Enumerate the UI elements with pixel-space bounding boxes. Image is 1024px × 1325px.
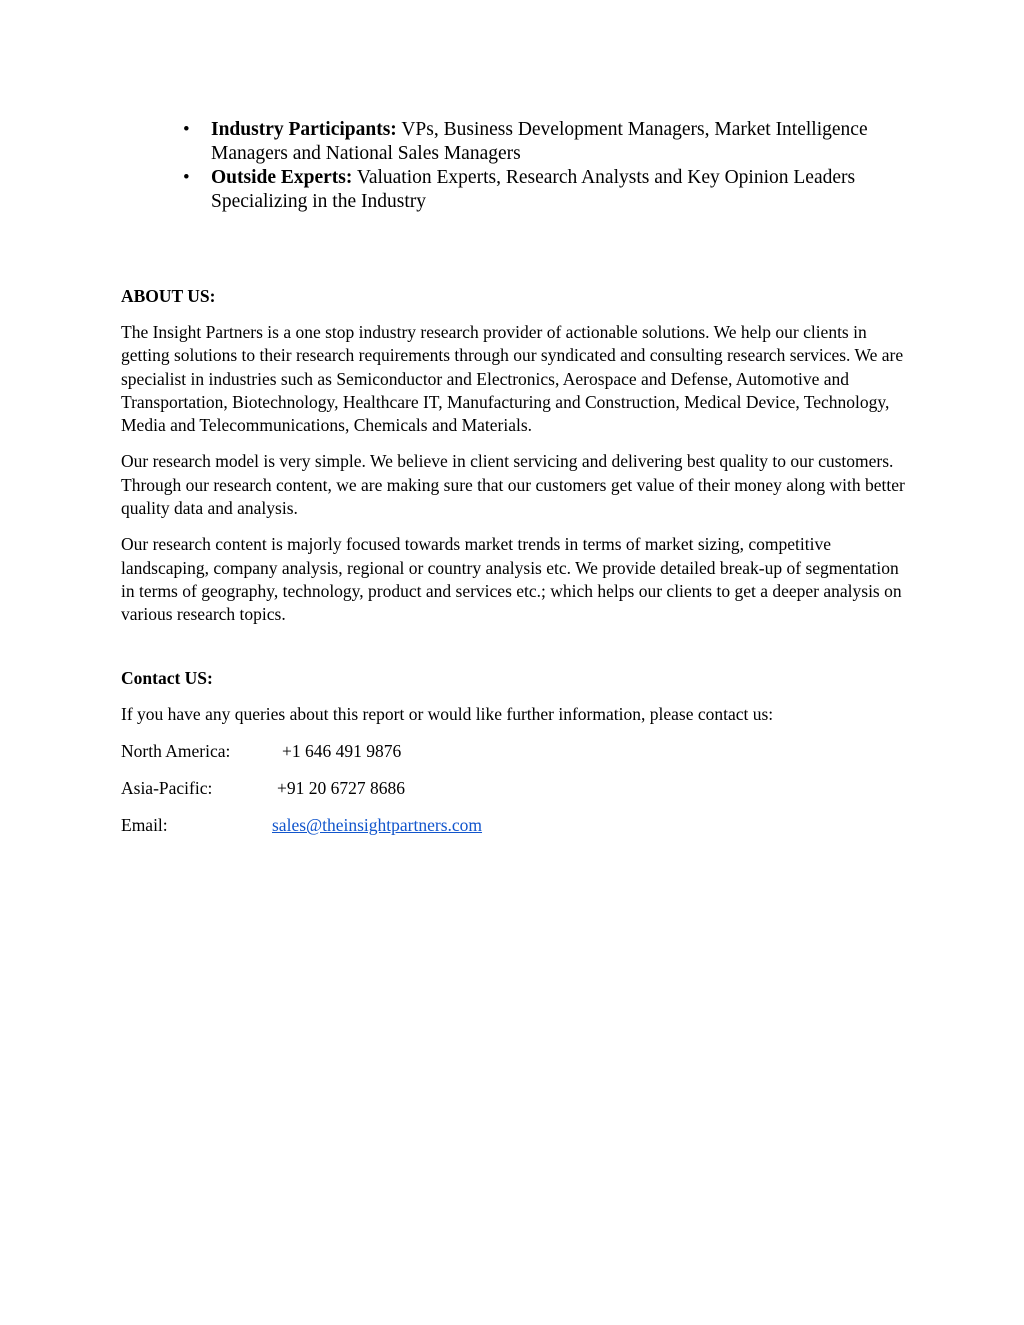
participant-text: VPs, Business Development Managers, Market Intelligence Managers and National Sales Managers: [211, 119, 868, 164]
list-item: [183, 166, 911, 214]
north-america-label: North America:: [121, 740, 231, 761]
bullet-icon: •: [183, 119, 190, 140]
about-paragraph: Our research content is majorly focused towards market trends in terms of market sizing, competitive landscaping, company analysis, regional or country analysis etc. We provide detailed break-up of segmentation in terms of geography, technology, product and services etc.; which helps our clients to get a deeper analysis on various research topics.: [121, 534, 902, 625]
about-paragraph: Our research model is very simple. We believe in client servicing and delivering best quality to our customers. Through our research content, we are making sure that our customers get value of their money along with better quality data and analysis.: [121, 451, 905, 519]
about-paragraph: The Insight Partners is a one stop industry research provider of actionable solutions. We help our clients in getting solutions to their research requirements through our syndicated and consulting research services. We are specialist in industries such as Semiconductor and Electronics, Aerospace and Defense, Automotive and Transportation, Biotechnology, Healthcare IT, Manufacturing and Construction, Medical Device, Technology, Media and Telecommunications, Chemicals and Materials.: [121, 322, 904, 436]
participant-label: Industry Participants:: [211, 119, 397, 140]
participants-list: [121, 118, 911, 214]
asia-pacific-label: Asia-Pacific:: [121, 777, 213, 798]
north-america-phone: +1 646 491 9876: [282, 740, 402, 761]
contact-heading: Contact US:: [121, 667, 213, 688]
bullet-icon: •: [183, 167, 190, 188]
asia-pacific-phone: +91 20 6727 8686: [277, 777, 405, 798]
about-heading: ABOUT US:: [121, 286, 216, 306]
contact-row-asia-pacific: [121, 777, 911, 800]
document-page: [121, 118, 911, 837]
email-link[interactable]: sales@theinsightpartners.com: [272, 814, 483, 835]
contact-intro: If you have any queries about this report or would like further information, please contact us:: [121, 703, 774, 724]
email-label: Email:: [121, 814, 168, 835]
contact-row-north-america: [121, 740, 911, 763]
list-item: [183, 118, 911, 166]
participant-text: Valuation Experts, Research Analysts and Key Opinion Leaders Specializing in the Industry: [211, 167, 856, 212]
contact-row-email: [121, 814, 911, 837]
participant-label: Outside Experts:: [211, 167, 353, 188]
